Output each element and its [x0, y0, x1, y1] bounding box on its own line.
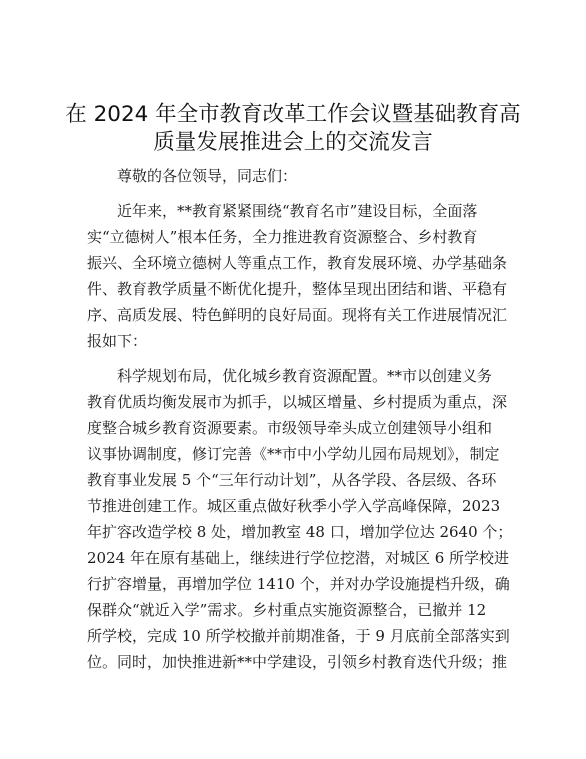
paragraph-line: 节推进创建工作。城区重点做好秋季小学入学高峰保障，2023 [87, 497, 501, 515]
paragraph-line: 年扩容改造学校 8 处，增加教室 48 口，增加学位达 2640 个； [87, 523, 513, 541]
paragraph-line: 度整合城乡教育资源要素。市级领导牵头成立创建领导小组和 [87, 419, 493, 437]
title-line-2: 质量发展推进会上的交流发言 [153, 130, 433, 155]
document-title [60, 101, 526, 157]
paragraph-line: 所学校，完成 10 所学校撤并前期准备，于 9 月底前全部落实到 [87, 627, 510, 645]
salutation: 尊敬的各位领导，同志们： [117, 167, 298, 185]
paragraph-line: 报如下： [87, 332, 148, 350]
document-body [87, 163, 513, 675]
title-line-1: 在 2024 年全市教育改革工作会议暨基础教育高 [65, 102, 521, 127]
paragraph-2 [87, 363, 513, 675]
paragraph-line: 序、高质发展、特色鲜明的良好局面。现将有关工作进展情况汇 [87, 306, 508, 324]
paragraph-line: 教育事业发展 5 个“三年行动计划”，从各学段、各层级、各环 [87, 471, 497, 489]
paragraph-line: 实“立德树人”根本任务，全力推进教育资源整合、乡村教育 [87, 228, 478, 246]
paragraph-line: 教育优质均衡发展市为抓手，以城区增量、乡村提质为重点，深 [87, 393, 508, 411]
paragraph-line: 近年来，**教育紧紧围绕“教育名市”建设目标，全面落 [117, 202, 478, 220]
paragraph-line: 件、教育教学质量不断优化提升，整体呈现出团结和谐、平稳有 [87, 280, 508, 298]
paragraph-line: 科学规划布局，优化城乡教育资源配置。**市以创建义务 [117, 367, 493, 385]
paragraph-line: 保群众“就近入学”需求。乡村重点实施资源整合，已撤并 12 [87, 601, 487, 619]
paragraph-1 [87, 198, 507, 354]
paragraph-line: 2024 年在原有基础上，继续进行学位挖潜，对城区 6 所学校进 [87, 549, 510, 567]
paragraph-line: 振兴、全环境立德树人等重点工作，教育发展环境、办学基础条 [87, 254, 508, 272]
paragraph-line: 位。同时，加快推进新**中学建设，引领乡村教育迭代升级；推 [87, 653, 508, 671]
paragraph-line: 行扩容增量，再增加学位 1410 个，并对办学设施提档升级，确 [87, 575, 510, 593]
paragraph-line: 议事协调制度，修订完善《**市中小学幼儿园布局规划》，制定 [87, 445, 500, 463]
